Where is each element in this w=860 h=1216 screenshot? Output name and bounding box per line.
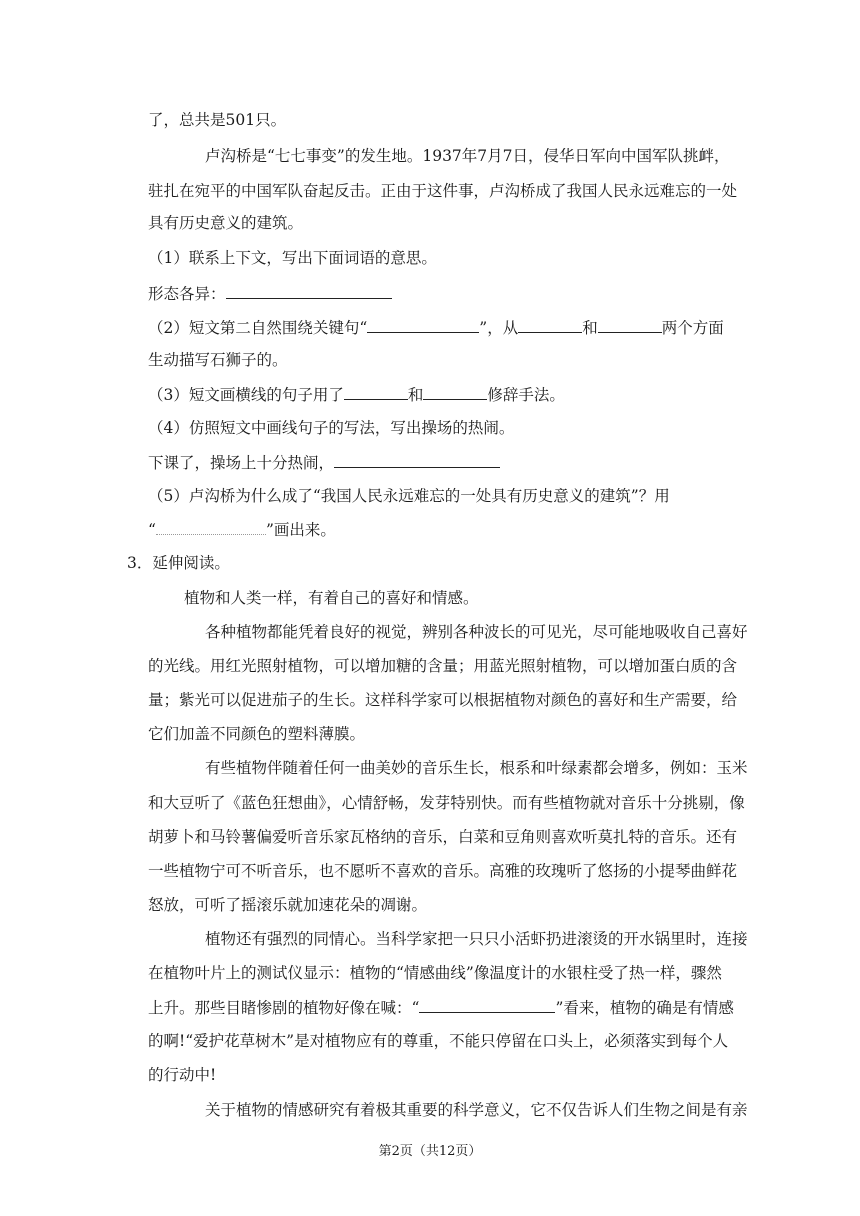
text-line: 的啊!“爱护花草树木”是对植物应有的尊重，不能只停留在口头上，必须落实到每个人 <box>148 1032 729 1050</box>
text-line: 怒放，可听了摇滚乐就加速花朵的凋谢。 <box>148 896 428 914</box>
text-line: 植物还有强烈的同情心。当科学家把一只只小活虾扔进滚烫的开水锅里时，连接 <box>205 930 748 948</box>
text-line: 量；紫光可以促进茄子的生长。这样科学家可以根据植物对颜色的喜好和生产需要，给 <box>148 691 738 709</box>
answer-blank[interactable] <box>518 317 582 333</box>
question-4: （4）仿照短文中画线句子的写法，写出操场的热闹。 <box>148 419 515 437</box>
text-line-with-blank <box>148 997 734 1018</box>
text-line: 关于植物的情感研究有着极其重要的科学意义，它不仅告诉人们生物之间是有亲 <box>205 1101 748 1119</box>
question-3-text: （3）短文画横线的句子用了 <box>148 386 344 404</box>
text-line: 的光线。用红光照射植物，可以增加糖的含量；用蓝光照射植物，可以增加蛋白质的含 <box>148 657 738 675</box>
text-line: 在植物叶片上的测试仪显示：植物的“情感曲线”像温度计的水银柱受了热一样，骤然 <box>148 964 722 982</box>
question-3 <box>148 384 565 405</box>
answer-blank[interactable] <box>344 384 408 400</box>
answer-dotted-blank[interactable] <box>156 519 266 535</box>
question-2-text: ”，从 <box>479 319 519 337</box>
text-line: 胡萝卜和马铃薯偏爱听音乐家瓦格纳的音乐，白菜和豆角则喜欢听莫扎特的音乐。还有 <box>148 828 738 846</box>
answer-blank[interactable] <box>419 997 555 1013</box>
question-1: （1）联系上下文，写出下面词语的意思。 <box>148 249 437 267</box>
article-title: 植物和人类一样，有着自己的喜好和情感。 <box>184 589 479 607</box>
text-line: 和大豆听了《蓝色狂想曲》，心情舒畅，发芽特别快。而有些植物就对音乐十分挑剔，像 <box>148 794 745 812</box>
question-4-text: 下课了，操场上十分热闹， <box>148 454 335 472</box>
text-line: 了，总共是501只。 <box>148 111 287 129</box>
question-3-text: 修辞手法。 <box>487 386 565 404</box>
text-line: 各种植物都能凭着良好的视觉，辨别各种波长的可见光，尽可能地吸收自己喜好 <box>205 623 748 641</box>
answer-blank[interactable] <box>598 317 662 333</box>
text-line: 生动描写石狮子的。 <box>148 351 288 369</box>
text-line: 的行动中! <box>148 1066 217 1084</box>
text-segment: ”看来，植物的确是有情感 <box>555 999 734 1017</box>
answer-blank[interactable] <box>423 384 487 400</box>
section-heading: 3．延伸阅读。 <box>127 554 230 572</box>
question-2-text: 和 <box>582 319 598 337</box>
text-line: 具有历史意义的建筑。 <box>148 214 304 232</box>
question-5-item <box>148 519 336 540</box>
question-2 <box>148 317 724 338</box>
question-3-text: 和 <box>407 386 424 404</box>
text-line: 它们加盖不同颜色的塑料薄膜。 <box>148 725 366 743</box>
answer-blank[interactable] <box>334 452 500 468</box>
question-1-item <box>148 283 392 304</box>
question-5-text: ”画出来。 <box>265 521 336 539</box>
question-5-text: “ <box>148 521 156 539</box>
question-2-text: （2）短文第二自然围绕关键句“ <box>148 319 368 337</box>
text-segment: 上升。那些目睹惨剧的植物好像在喊：“ <box>148 999 420 1017</box>
answer-blank[interactable] <box>226 283 392 299</box>
text-line: 驻扎在宛平的中国军队奋起反击。正由于这件事，卢沟桥成了我国人民永远难忘的一处 <box>148 182 738 200</box>
page-footer: 第2页（共12页） <box>378 1144 482 1159</box>
answer-blank[interactable] <box>367 317 479 333</box>
text-line: 有些植物伴随着任何一曲美妙的音乐生长，根系和叶绿素都会增多，例如：玉米 <box>205 759 748 777</box>
text-line: 卢沟桥是“七七事变”的发生地。1937年7月7日，侵华日军向中国军队挑衅， <box>205 147 730 165</box>
question-4-item <box>148 452 500 473</box>
question-5: （5）卢沟桥为什么成了“我国人民永远难忘的一处具有历史意义的建筑”？用 <box>148 487 670 505</box>
question-2-text: 两个方面 <box>661 319 724 337</box>
text-line: 一些植物宁可不听音乐，也不愿听不喜欢的音乐。高雅的玫瑰听了悠扬的小提琴曲鲜花 <box>148 862 738 880</box>
question-1-label: 形态各异： <box>148 285 226 303</box>
